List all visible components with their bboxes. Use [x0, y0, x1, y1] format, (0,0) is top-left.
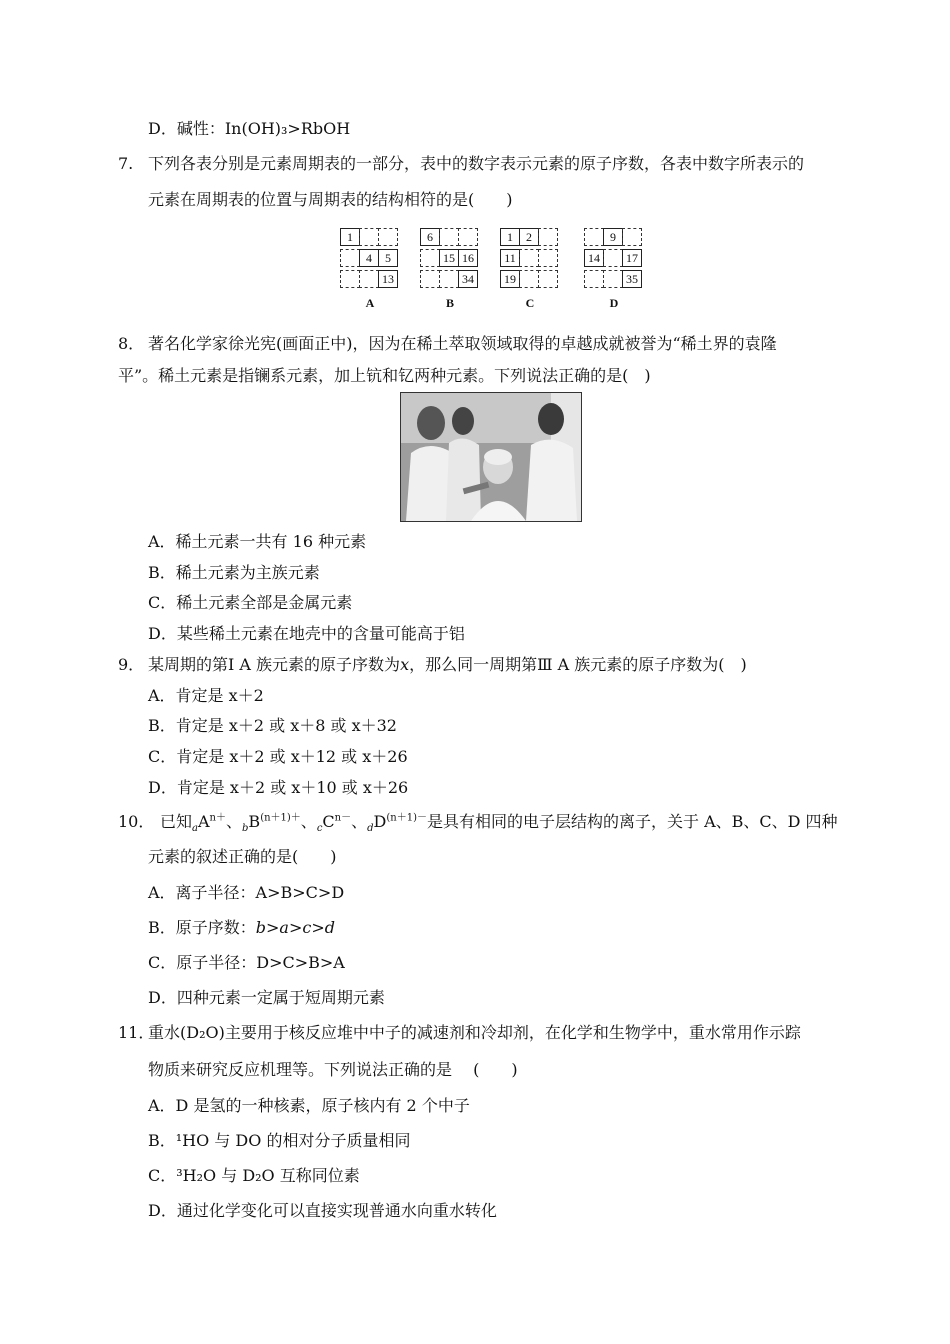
table-b-label: B	[445, 296, 454, 310]
table-b	[418, 228, 482, 310]
q9-option-c: C．肯定是 x＋2 或 x＋12 或 x＋26	[148, 747, 408, 766]
table-c-cell: 11	[500, 249, 520, 267]
table-a	[338, 228, 402, 310]
q11-option-d: D．通过化学变化可以直接实现普通水向重水转化	[148, 1201, 497, 1220]
q8-stem-line1: 著名化学家徐光宪(画面正中)，因为在稀土萃取领域取得的卓越成就被誉为“稀土界的袁隆	[148, 334, 777, 353]
table-c-label: C	[525, 296, 535, 310]
q8-option-b: B．稀土元素为主族元素	[148, 563, 320, 582]
q11-option-c: C．³H₂O 与 D₂O 互称同位素	[148, 1166, 360, 1185]
q8-number: 8．	[118, 334, 145, 353]
table-a-cell: 4	[359, 249, 379, 267]
table-b-cell: 16	[458, 249, 478, 267]
table-a-label: A	[365, 296, 375, 310]
q10-number: 10．	[118, 812, 155, 831]
q7-stem-line1: 下列各表分别是元素周期表的一部分，表中的数字表示元素的原子序数，各表中数字所表示的	[148, 154, 805, 173]
q8-option-d: D．某些稀土元素在地壳中的含量可能高于铝	[148, 624, 465, 643]
table-d	[582, 228, 646, 310]
table-d-cell: 9	[603, 228, 623, 246]
q10-stem-line1: 已知$_aA^{n+}$、$_bB^{(n+1)+}$、$_cC^{n-}$、$_dD^{(n+1)-}$是具有相同的电子层结构的离子，关于 A、B、C、D 四种	[160, 812, 838, 835]
table-c	[498, 228, 562, 310]
q10-option-a: A．离子半径：A>B>C>D	[148, 883, 345, 902]
q9-option-d: D．肯定是 x＋2 或 x＋10 或 x＋26	[148, 778, 409, 797]
q10-option-b: B．原子序数：b>a>c>d	[148, 918, 335, 937]
q10-option-c: C．原子半径：D>C>B>A	[148, 953, 345, 972]
q11-option-a: A．D 是氢的一种核素，原子核内有 2 个中子	[148, 1096, 470, 1115]
table-b-cell: 6	[420, 228, 440, 246]
q11-stem-line1: 重水(D₂O)主要用于核反应堆中中子的减速剂和冷却剂，在化学和生物学中，重水常用作示踪	[148, 1023, 801, 1042]
table-d-cell: 35	[622, 270, 642, 288]
q9-stem: 某周期的第Ⅰ A 族元素的原子序数为x，那么同一周期第Ⅲ A 族元素的原子序数为( )	[148, 655, 747, 674]
q9-number: 9．	[118, 655, 145, 674]
periodic-table-fragments	[0, 228, 950, 318]
q11-option-b: B．¹HO 与 DO 的相对分子质量相同	[148, 1131, 411, 1150]
table-b-cell: 15	[439, 249, 459, 267]
q8-stem-line2: 平”。稀土元素是指镧系元素，加上钪和钇两种元素。下列说法正确的是( )	[118, 366, 651, 385]
table-c-cell: 19	[500, 270, 520, 288]
q7-number: 7.	[118, 154, 134, 173]
q10-option-d: D．四种元素一定属于短周期元素	[148, 988, 385, 1007]
table-c-cell: 2	[519, 228, 539, 246]
table-a-cell: 1	[340, 228, 360, 246]
q9-option-b: B．肯定是 x＋2 或 x＋8 或 x＋32	[148, 716, 397, 735]
table-d-cell: 17	[622, 249, 642, 267]
table-a-cell: 13	[378, 270, 398, 288]
q11-stem-line2: 物质来研究反应机理等。下列说法正确的是 ( )	[148, 1060, 518, 1079]
q10-stem-line2: 元素的叙述正确的是( )	[148, 847, 337, 866]
table-d-cell: 14	[584, 249, 604, 267]
q11-number: 11．	[118, 1023, 155, 1042]
q7-stem-line2: 元素在周期表的位置与周期表的结构相符的是( )	[148, 190, 513, 209]
scientists-photo	[400, 392, 582, 522]
table-d-label: D	[609, 296, 619, 310]
q6-option-d: D．碱性：In(OH)₃>RbOH	[148, 119, 351, 138]
table-c-cell: 1	[500, 228, 520, 246]
scientists-photo-illustration	[401, 393, 581, 521]
q8-option-a: A．稀土元素一共有 16 种元素	[148, 532, 367, 551]
q8-option-c: C．稀土元素全部是金属元素	[148, 593, 353, 612]
table-b-cell: 34	[458, 270, 478, 288]
q9-option-a: A．肯定是 x＋2	[148, 686, 264, 705]
table-a-cell: 5	[378, 249, 398, 267]
